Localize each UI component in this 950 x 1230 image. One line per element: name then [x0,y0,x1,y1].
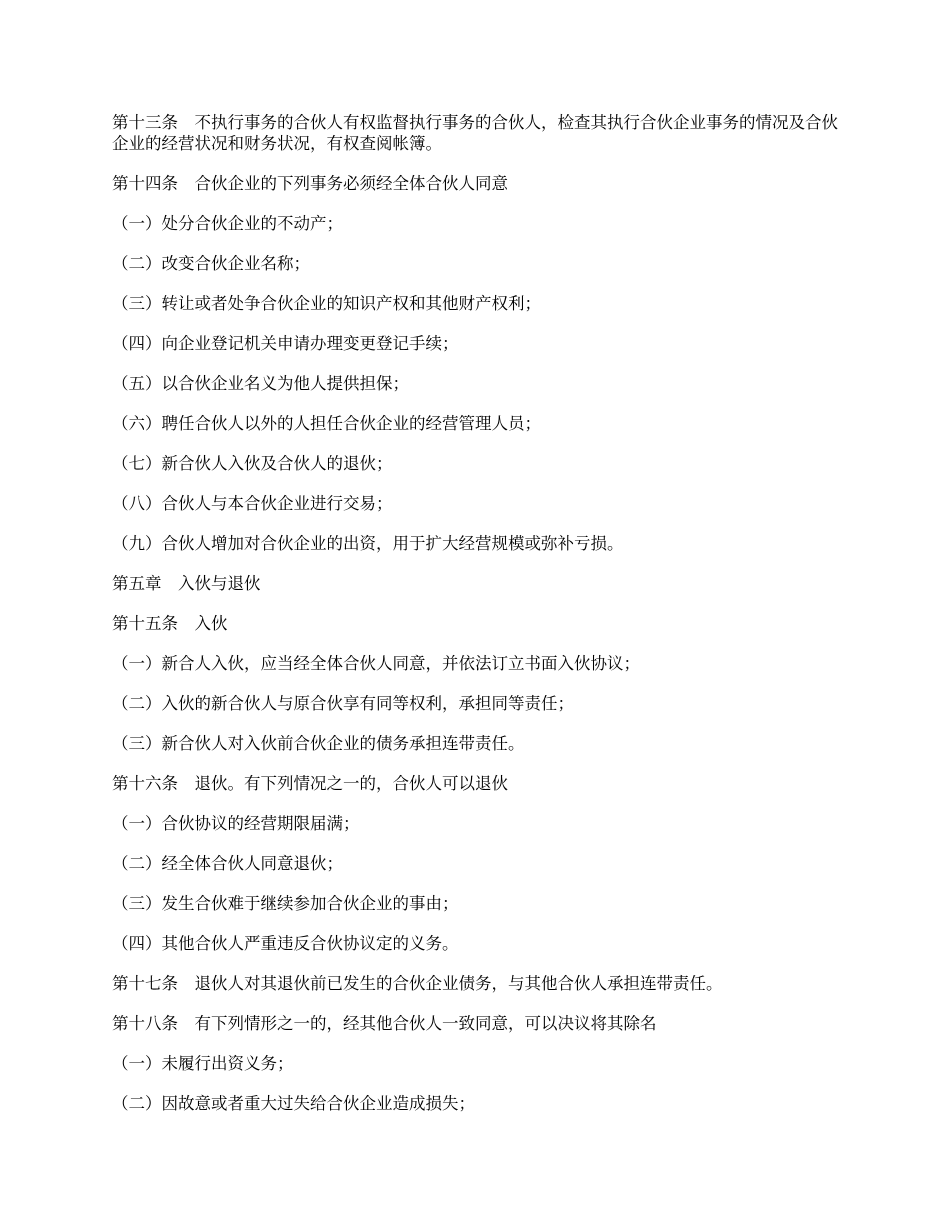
article-14-item-4: （四）向企业登记机关申请办理变更登记手续； [112,334,459,353]
article-14-item-8: （八）合伙人与本合伙企业进行交易； [112,494,393,513]
article-13: 第十三条 不执行事务的合伙人有权监督执行事务的合伙人，检查其执行合伙企业事务的情况及合伙企业的经营状况和财务状况，有权查阅帐簿。 [112,113,838,153]
article-14-item-5: （五）以合伙企业名义为他人提供担保； [112,374,409,393]
article-16-item-3: （三）发生合伙难于继续参加合伙企业的事由； [112,894,459,913]
document-body [112,112,842,1114]
article-14-item-7: （七）新合伙人入伙及合伙人的退伙； [112,454,393,473]
article-18-item-1: （一）未履行出资义务； [112,1054,294,1073]
article-15: 第十五条 入伙 [112,614,228,633]
article-16: 第十六条 退伙。有下列情况之一的，合伙人可以退伙 [112,774,508,793]
article-15-item-1: （一）新合人入伙，应当经全体合伙人同意，并依法订立书面入伙协议； [112,654,640,673]
article-15-item-2: （二）入伙的新合伙人与原合伙享有同等权利，承担同等责任； [112,694,574,713]
article-18-item-2: （二）因故意或者重大过失给合伙企业造成损失； [112,1094,475,1113]
article-14: 第十四条 合伙企业的下列事务必须经全体合伙人同意 [112,174,508,193]
article-16-item-2: （二）经全体合伙人同意退伙； [112,854,343,873]
chapter-5-heading: 第五章 入伙与退伙 [112,574,261,593]
article-14-item-6: （六）聘任合伙人以外的人担任合伙企业的经营管理人员； [112,414,541,433]
article-16-item-1: （一）合伙协议的经营期限届满； [112,814,360,833]
article-14-item-9: （九）合伙人增加对合伙企业的出资，用于扩大经营规模或弥补亏损。 [112,534,624,553]
article-18: 第十八条 有下列情形之一的，经其他合伙人一致同意，可以决议将其除名 [112,1014,657,1033]
article-15-item-3: （三）新合伙人对入伙前合伙企业的债务承担连带责任。 [112,734,525,753]
article-14-item-1: （一）处分合伙企业的不动产； [112,214,343,233]
article-14-item-3: （三）转让或者处争合伙企业的知识产权和其他财产权利； [112,294,541,313]
article-14-item-2: （二）改变合伙企业名称； [112,254,310,273]
article-16-item-4: （四）其他合伙人严重违反合伙协议定的义务。 [112,934,459,953]
article-17: 第十七条 退伙人对其退伙前已发生的合伙企业债务，与其他合伙人承担连带责任。 [112,974,723,993]
